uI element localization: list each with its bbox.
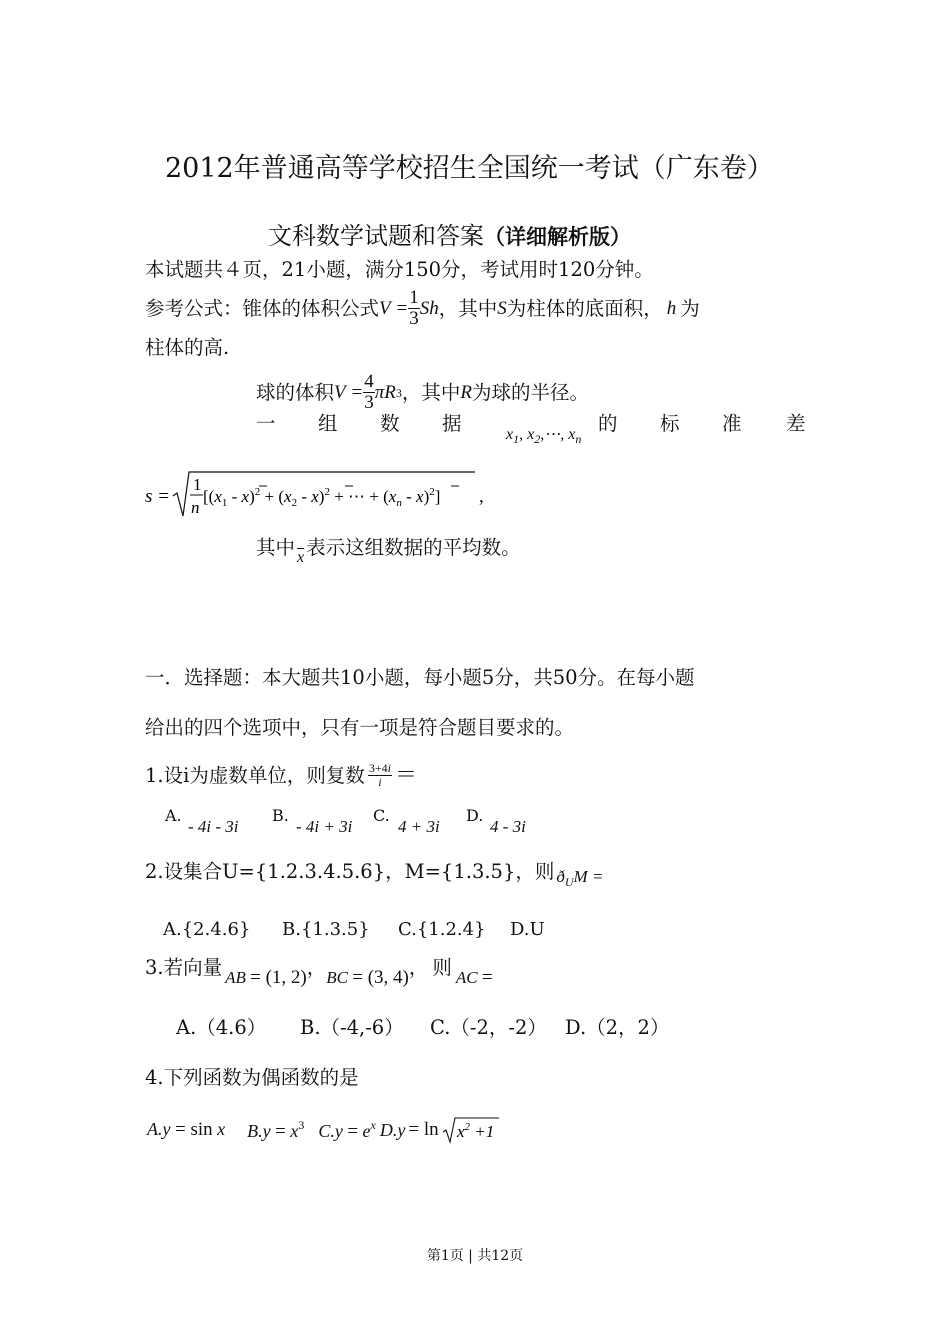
q3-vector-bc: BC = (3, 4) [326,967,409,988]
std-word: 的 [598,412,618,435]
page-footer: 第1页 | 共12页 [426,1248,524,1264]
q2-option-a: A.{2.4.6} [163,919,251,940]
subtitle-bold: （详细解析版） [484,224,631,249]
question-2 [145,857,604,889]
q3-option-d: D.（2，2） [565,1016,670,1039]
sqrt-sign [442,1116,500,1144]
q4-option-c: $C.y = e^x$ [318,1117,376,1142]
std-word: 组 [318,412,338,435]
mean-line [256,536,521,566]
svg-text:n: n [191,498,200,517]
sphere-formula-line [256,372,589,413]
q2-option-c: C.{1.2.4} [398,919,486,940]
std-word: 差 [786,412,806,435]
page-title: 2012年普通高等学校招生全国统一考试（广东卷） [165,153,774,184]
var-s: S [497,297,507,319]
svg-text:s =: s = [145,486,170,507]
mean-suffix: 表示这组数据的平均数。 [306,536,521,559]
var-r: R [460,381,472,403]
q3-option-c: C.（-2，-2） [430,1016,547,1039]
q1-fraction: $\frac{3+4i}{i}$ [368,761,391,789]
q2-stem: 2.设集合U={1.2.3.4.5.6}，M={1.3.5}，则 [145,859,555,883]
formula-cont: 柱体的高. [145,336,230,359]
q1-option-label: B. [272,806,289,825]
q2-option-b: B.{1.3.5} [282,919,370,940]
std-word: 准 [722,412,742,435]
question-1 [145,762,417,789]
sphere-suffix-b: 为球的半径。 [471,380,589,404]
std-word: 据 [442,412,462,435]
q1-option-label: D. [466,806,484,825]
q4-option-b: $B.y = x^3$ [247,1117,305,1142]
sphere-label: 球的体积 [256,380,335,404]
std-dev-formula-svg [145,466,505,526]
page-subtitle [268,216,631,251]
cone-formula-line [145,288,700,329]
var-h: h [666,297,677,319]
std-word: 一 [256,412,276,435]
q4-option-d: D.y = ln $x^2 +1$ [380,1116,500,1144]
q1-option-b: - 4i + 3i [296,817,353,836]
q3-comma1: ， [306,956,327,979]
section-heading: 一．选择题：本大题共10小题，每小题5分，共50分。在每小题 [145,666,695,689]
q1-option-c: 4 + 3i [398,817,440,836]
q3-then: 则 [432,956,452,979]
section-heading-cont: 给出的四个选项中，只有一项是符合题目要求的。 [145,716,575,739]
formula-label: 参考公式：锥体的体积公式 [145,296,380,320]
cone-volume-formula: V = $\frac{1}{3}$ Sh [379,287,439,329]
svg-text:,: , [479,486,484,507]
q1-stem: 1.设i为虚数单位，则复数 [145,763,365,787]
data-sequence: $x_1$, $x_2,\cdots$, $x_n$ [506,426,582,446]
q1-option-label: C. [373,806,390,825]
q3-stem: 3.若向量 [145,956,223,979]
q1-eq: ＝ [394,762,417,788]
intro-line: 本试题共４页，21小题，满分150分，考试用时120分钟。 [145,258,654,281]
q2-option-d: D.U [510,919,545,940]
formula-suffix-c: 为 [680,296,700,320]
svg-text:1: 1 [193,475,202,494]
svg-text:x2 +1: $x^2 +1$ [456,1121,494,1141]
sphere-volume-formula: V = $\frac{4}{3}$ πR 3 [334,371,402,413]
formula-suffix-b: 为柱体的底面积， [506,296,663,320]
q3-option-a: A.（4.6） [176,1016,267,1039]
q1-option-label: A. [165,806,182,825]
mean-prefix: 其中 [256,536,296,559]
std-dev-formula [145,466,505,526]
question-4: 4.下列函数为偶函数的是 [145,1066,359,1089]
q1-option-a: - 4i - 3i [188,817,239,836]
q3-comma2: ， [408,956,429,979]
q2-complement: $ð_UM$ = [556,867,604,889]
svg-text:[(x1 - x)2 + (x2 - x)2 + ⋯ + (: [$(x_1 - x)^2 + (x_2 - x)^2$ + ⋯ + $(x_n - x)^2$] [203,486,441,509]
q4-option-a: A.y = sin x [147,1119,226,1140]
question-3 [145,956,493,988]
q3-vector-ac: AC = [455,967,493,988]
q3-vector-ab: AB = (1, 2) [225,967,307,988]
std-word: 数 [380,412,400,435]
q3-option-b: B.（-4,-6） [300,1016,404,1039]
sphere-suffix-a: ，其中 [401,380,461,404]
q1-option-d: 4 - 3i [490,817,526,836]
x-bar: $\overline{x}$ [297,549,305,566]
formula-suffix-a: ，其中 [438,296,498,320]
subtitle-main: 文科数学试题和答案 [268,222,484,250]
std-word: 标 [660,412,680,435]
q4-options [147,1116,500,1144]
